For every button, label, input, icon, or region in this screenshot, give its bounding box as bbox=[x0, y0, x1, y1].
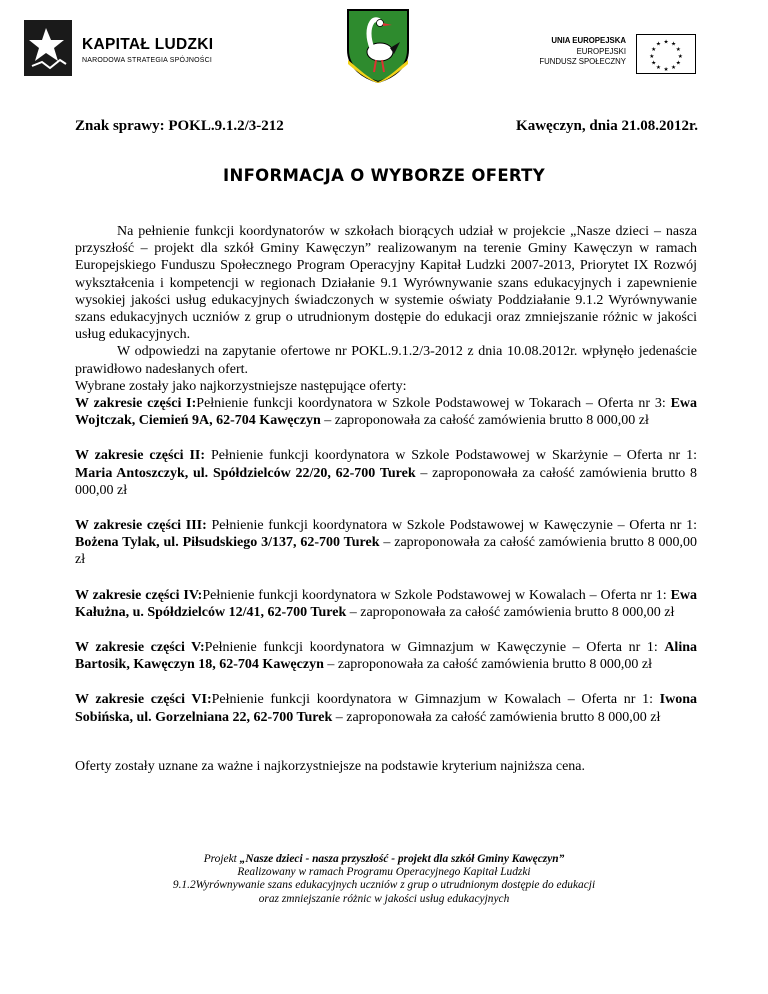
eu-line-2: EUROPEJSKI bbox=[576, 46, 626, 56]
part-label: W zakresie części I: bbox=[75, 396, 197, 412]
part-winner: Ewa Kałużna, u. Spółdzielców 12/41, 62-700 Turek bbox=[75, 587, 698, 620]
footer-project-name: „Nasze dzieci - nasza przyszłość - projekt dla szkół Gminy Kawęczyn” bbox=[239, 853, 565, 865]
footer-line-1 bbox=[0, 853, 768, 866]
part-description: Pełnienie funkcji koordynatora w Szkole Podstawowej w Tokarach – Oferta nr 3: bbox=[196, 396, 671, 412]
part-winner: Iwona Sobińska, ul. Gorzelniana 22, 62-700 Turek bbox=[75, 692, 697, 725]
case-number: Znak sprawy: POKL.9.1.2/3-212 bbox=[75, 118, 284, 134]
svg-text:★: ★ bbox=[655, 65, 661, 72]
part-winner: Alina Bartosik, Kawęczyn 18, 62-704 Kawęczyn bbox=[75, 640, 697, 673]
svg-text:★: ★ bbox=[663, 67, 669, 74]
part-3 bbox=[75, 517, 697, 569]
svg-text:★: ★ bbox=[651, 60, 657, 67]
part-winner: Maria Antoszczyk, ul. Spółdzielców 22/20, 62-700 Turek bbox=[75, 465, 416, 481]
part-4 bbox=[75, 587, 697, 621]
footer-line-2: Realizowany w ramach Programu Operacyjnego Kapitał Ludzki bbox=[237, 866, 531, 879]
part-description: Pełnienie funkcji koordynatora w Szkole Podstawowej w Kowalach – Oferta nr 1: bbox=[202, 587, 671, 603]
page-footer bbox=[0, 853, 768, 906]
footer-line-4: oraz zmniejszanie różnic w jakości usług edukacyjnych bbox=[258, 892, 510, 905]
kl-title: KAPITAŁ LUDZKI bbox=[82, 36, 214, 53]
part-label: W zakresie części II: bbox=[75, 448, 206, 464]
part-label: W zakresie części IV: bbox=[75, 587, 203, 603]
eu-line-3: FUNDUSZ SPOŁECZNY bbox=[539, 57, 626, 66]
footer-project-prefix: Projekt bbox=[203, 853, 240, 865]
part-label: W zakresie części V: bbox=[75, 640, 205, 656]
part-1 bbox=[75, 395, 697, 429]
svg-text:★: ★ bbox=[671, 41, 677, 48]
kaweczyn-coat-of-arms-icon bbox=[346, 8, 410, 84]
part-amount: – zaproponowała za całość zamówienia brutto 8 000,00 zł bbox=[75, 465, 697, 498]
intro-paragraph-3: Wybrane zostały jako najkorzystniejsze następujące oferty: bbox=[75, 378, 407, 394]
part-description: Pełnienie funkcji koordynatora w Szkole Podstawowej w Skarżynie – Oferta nr 1: bbox=[205, 448, 697, 464]
svg-text:★: ★ bbox=[651, 47, 657, 54]
document-title: INFORMACJA O WYBORZE OFERTY bbox=[223, 166, 545, 185]
intro-paragraph-2: W odpowiedzi na zapytanie ofertowe nr POKL.9.1.2/3-2012 z dnia 10.08.2012r. wpłynęło jedenaście prawidłowo nadesłanych ofert. bbox=[75, 344, 697, 377]
kl-subtitle: NARODOWA STRATEGIA SPÓJNOŚCI bbox=[82, 57, 213, 64]
kapital-ludzki-star-icon bbox=[24, 20, 72, 76]
part-amount: – zaproponowała za całość zamówienia brutto 8 000,00 zł bbox=[346, 604, 675, 620]
part-5 bbox=[75, 639, 697, 673]
part-description: Pełnienie funkcji koordynatora w Gimnazjum w Kawęczynie – Oferta nr 1: bbox=[204, 640, 665, 656]
intro-paragraph-1: Na pełnienie funkcji koordynatorów w szkołach biorących udział w projekcie „Nasze dzieci – nasza przyszłość – projekt dla szkół Gminy Kawęczyn” realizowanym na terenie Gminy Kawęczyn w ramach Europejskiego Funduszu Społecznego Program Operacyjny Kapitał Ludzki 2007-2013, Priorytet IX Rozwój wykształcenia i kompetencji w regionach Działanie 9.1 Wyrównywanie szans edukacyjnych i zapewnienie wysokiej jakości usług edukacyjnych świadczonych w systemie oświaty Poddziałanie 9.1.2 Wyrównywanie szans edukacyjnych uczniów z grup o utrudnionym dostępie do edukacji oraz zmniejszanie różnic w jakości usług edukacyjnych. bbox=[75, 224, 697, 343]
part-6 bbox=[75, 691, 697, 725]
part-amount: – zaproponowała za całość zamówienia brutto 8 000,00 zł bbox=[323, 657, 652, 673]
part-label: W zakresie części VI: bbox=[75, 692, 212, 708]
part-winner: Bożena Tylak, ul. Piłsudskiego 3/137, 62-700 Turek bbox=[75, 535, 380, 551]
part-description: Pełnienie funkcji koordynatora w Szkole Podstawowej w Kawęczynie – Oferta nr 1: bbox=[206, 518, 697, 534]
eu-flag-icon bbox=[636, 34, 696, 74]
part-amount: – zaproponowała za całość zamówienia brutto 8 000,00 zł bbox=[75, 535, 697, 568]
document-body bbox=[75, 223, 697, 775]
svg-text:★: ★ bbox=[663, 39, 669, 46]
part-2 bbox=[75, 447, 697, 499]
svg-text:★: ★ bbox=[649, 53, 655, 60]
footer-line-3: 9.1.2Wyrównywanie szans edukacyjnych uczniów z grup o utrudnionym dostępie do edukacji bbox=[172, 879, 596, 892]
part-label: W zakresie części III: bbox=[75, 518, 207, 534]
eu-logo-text bbox=[520, 36, 626, 68]
part-amount: – zaproponowała za całość zamówienia brutto 8 000,00 zł bbox=[332, 709, 661, 725]
svg-text:★: ★ bbox=[675, 47, 681, 54]
place-and-date: Kawęczyn, dnia 21.08.2012r. bbox=[516, 118, 698, 134]
svg-text:★: ★ bbox=[675, 60, 681, 67]
svg-text:★: ★ bbox=[655, 41, 661, 48]
svg-text:★: ★ bbox=[671, 65, 677, 72]
kapital-ludzki-logo bbox=[24, 20, 224, 76]
closing-statement: Oferty zostały uznane za ważne i najkorzystniejsze na podstawie kryterium najniższa cena. bbox=[75, 758, 586, 774]
part-amount: – zaproponowała za całość zamówienia brutto 8 000,00 zł bbox=[320, 413, 649, 429]
part-description: Pełnienie funkcji koordynatora w Gimnazjum w Kowalach – Oferta nr 1: bbox=[211, 692, 660, 708]
part-winner: Ewa Wojtczak, Ciemień 9A, 62-704 Kawęczyn bbox=[75, 396, 698, 429]
svg-text:★: ★ bbox=[677, 53, 683, 60]
eu-line-1: UNIA EUROPEJSKA bbox=[551, 36, 626, 45]
